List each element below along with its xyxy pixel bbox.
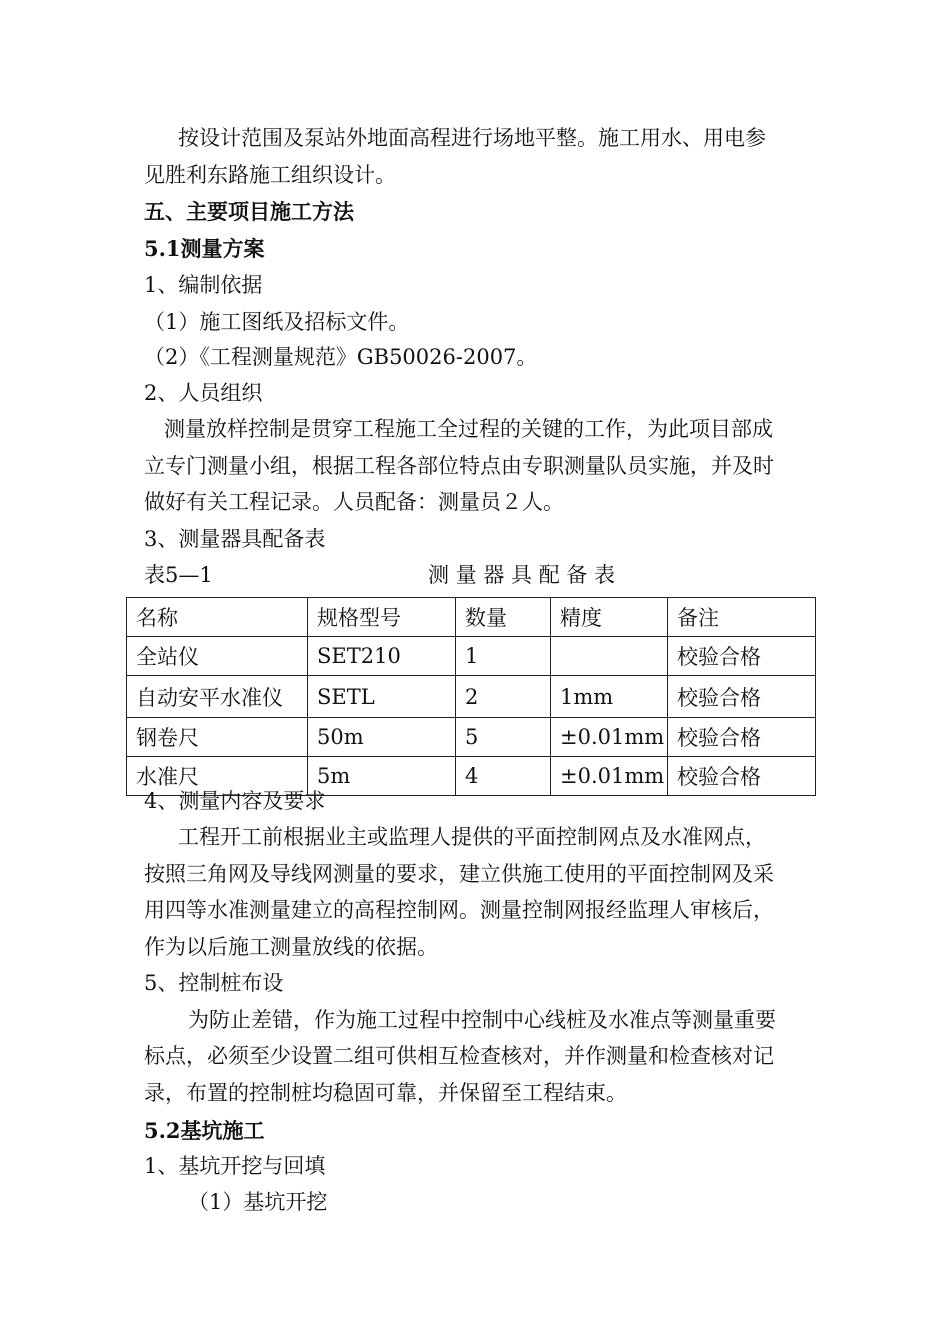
table-cell: 校验合格	[668, 637, 816, 676]
list-item: （2）《工程测量规范》GB50026-2007。	[144, 345, 538, 369]
column-header: 精度	[551, 598, 668, 637]
paragraph-line: 按设计范围及泵站外地面高程进行场地平整。施工用水、用电参	[178, 126, 766, 150]
section-heading: 五、主要项目施工方法	[144, 199, 354, 224]
table-cell: 1	[456, 637, 551, 676]
subsection-heading: 5.2基坑施工	[144, 1118, 265, 1143]
paragraph-line: 录，布置的控制桩均稳固可靠，并保留至工程结束。	[144, 1081, 627, 1105]
table-cell: SETL	[308, 676, 456, 718]
paragraph-line: 作为以后施工测量放线的依据。	[144, 935, 438, 959]
paragraph-line: 立专门测量小组，根据工程各部位特点由专职测量队员实施，并及时	[144, 454, 774, 478]
column-header: 规格型号	[308, 598, 456, 637]
list-item: （1）施工图纸及招标文件。	[144, 310, 410, 334]
table-cell: 水准尺	[127, 757, 308, 796]
table-cell: 校验合格	[668, 757, 816, 796]
paragraph-line: 按照三角网及导线网测量的要求，建立供施工使用的平面控制网及采	[144, 862, 774, 886]
table-cell: 50m	[308, 718, 456, 757]
paragraph-line: 做好有关工程记录。人员配备：测量员２人。	[144, 490, 564, 514]
table-cell: 4	[456, 757, 551, 796]
table-cell: ±0.01mm	[551, 718, 668, 757]
table-header-row	[127, 598, 816, 637]
list-item: （1）基坑开挖	[188, 1190, 328, 1214]
table-cell: 5m	[308, 757, 456, 796]
table-label: 表5—1	[144, 563, 213, 587]
table-cell: 全站仪	[127, 637, 308, 676]
paragraph-line: 为防止差错，作为施工过程中控制中心线桩及水准点等测量重要	[188, 1008, 776, 1032]
table-cell	[551, 637, 668, 676]
paragraph-line: 用四等水准测量建立的高程控制网。测量控制网报经监理人审核后，	[144, 898, 774, 922]
column-header: 名称	[127, 598, 308, 637]
table-cell: 校验合格	[668, 676, 816, 718]
list-item: 3、测量器具配备表	[144, 527, 326, 551]
paragraph-line: 标点，必须至少设置二组可供相互检查核对，并作测量和检查核对记	[144, 1044, 774, 1068]
table-cell: ±0.01mm	[551, 757, 668, 796]
paragraph-line: 工程开工前根据业主或监理人提供的平面控制网点及水准网点，	[178, 825, 766, 849]
table-cell: 1mm	[551, 676, 668, 718]
table-cell: SET210	[308, 637, 456, 676]
table-title: 测 量 器 具 配 备 表	[428, 563, 616, 587]
table-row	[127, 718, 816, 757]
table-row	[127, 676, 816, 718]
list-item: 2、人员组织	[144, 381, 263, 405]
table-cell: 自动安平水准仪	[127, 676, 308, 718]
equipment-table	[126, 597, 816, 796]
paragraph-line: 测量放样控制是贯穿工程施工全过程的关键的工作，为此项目部成	[164, 417, 773, 441]
list-item: 1、基坑开挖与回填	[144, 1154, 326, 1178]
table-cell: 5	[456, 718, 551, 757]
list-item: 1、编制依据	[144, 273, 263, 297]
column-header: 备注	[668, 598, 816, 637]
subsection-heading: 5.1测量方案	[144, 236, 265, 261]
table-cell: 校验合格	[668, 718, 816, 757]
table-cell: 钢卷尺	[127, 718, 308, 757]
list-item: 4、测量内容及要求	[144, 789, 326, 813]
column-header: 数量	[456, 598, 551, 637]
paragraph-line: 见胜利东路施工组织设计。	[144, 163, 396, 187]
table-cell: 2	[456, 676, 551, 718]
list-item: 5、控制桩布设	[144, 971, 284, 995]
table-row	[127, 637, 816, 676]
